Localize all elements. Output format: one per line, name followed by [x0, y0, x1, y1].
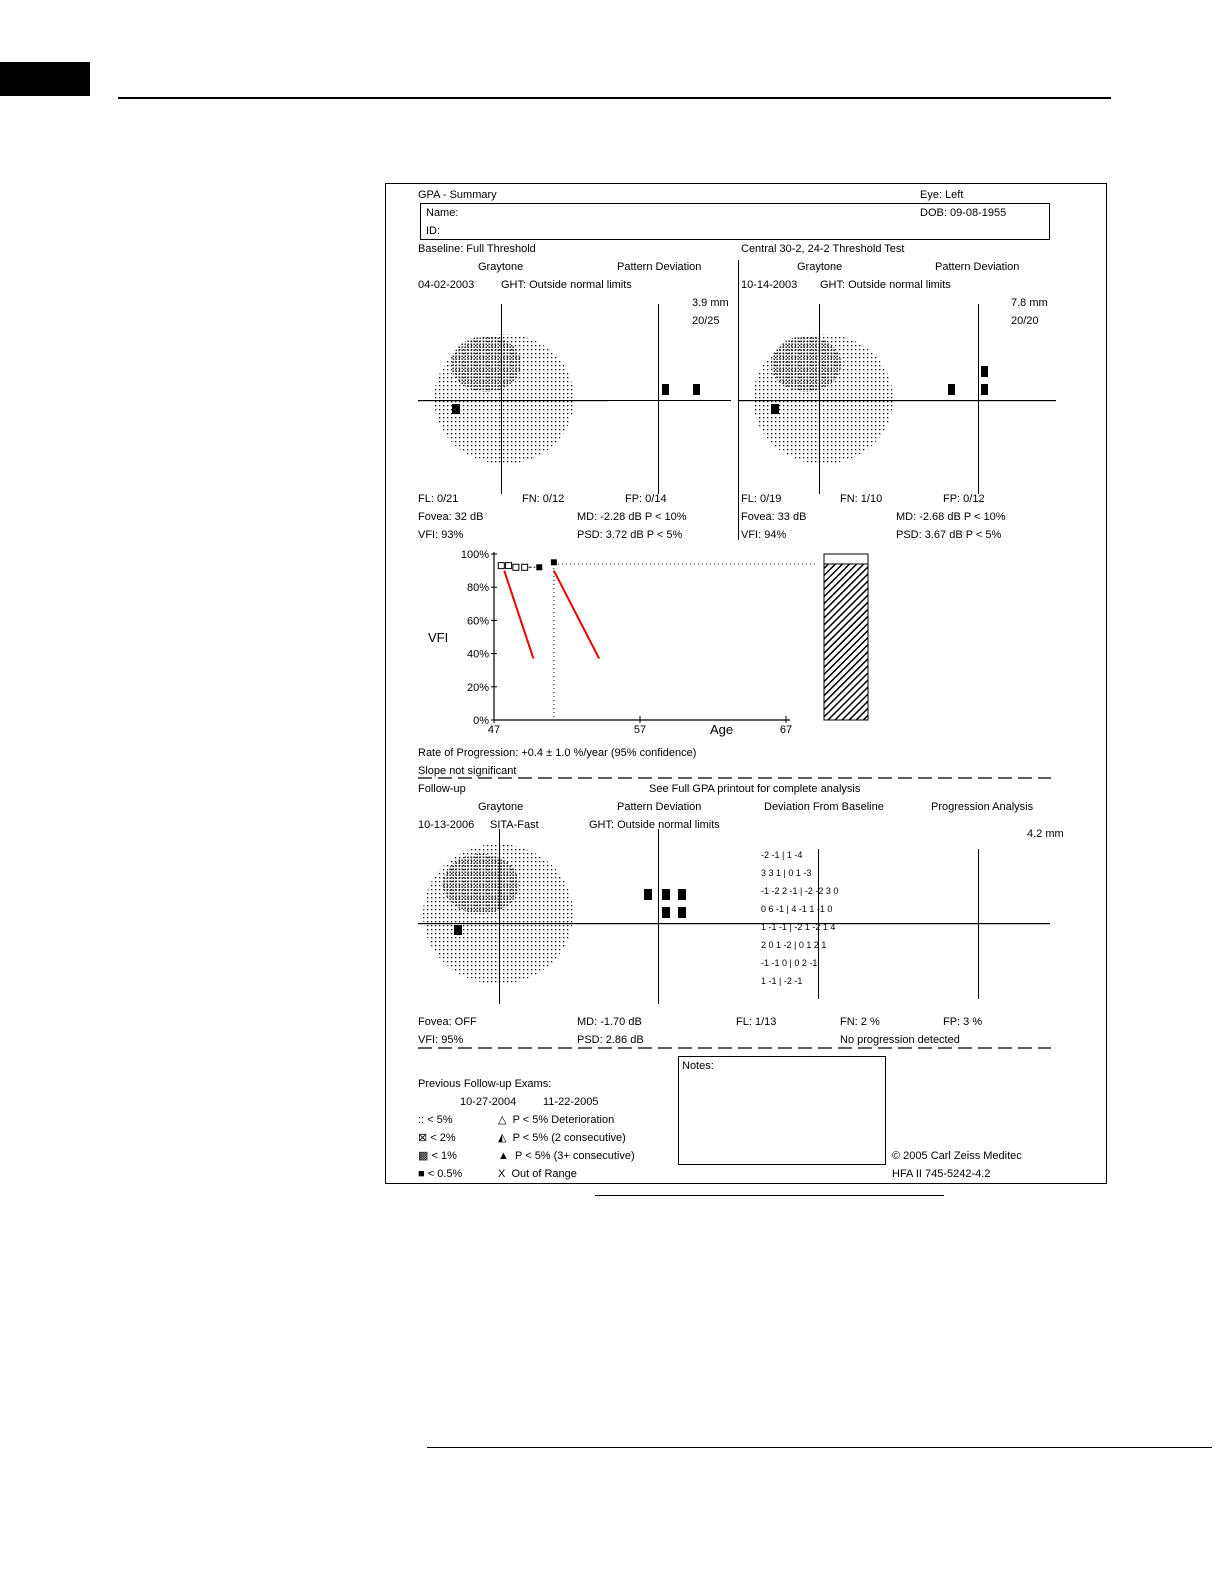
progression-analysis-header: Progression Analysis [931, 801, 1034, 813]
exam1-pupil: 3.9 mm [692, 297, 729, 309]
slope-note: Slope not significant [418, 765, 517, 777]
y-tick-label: 40% [466, 648, 489, 661]
followup-graytone-plot [418, 829, 1050, 1004]
deviation-row: 1 -1 -1 | -2 1 -2 1 4 [761, 922, 836, 932]
x-axis-label: Age [710, 722, 734, 737]
followup-md: MD: -1.70 dB [577, 1016, 642, 1028]
exam1-ght: GHT: Outside normal limits [501, 279, 632, 291]
deviation-row: 3 3 1 | 0 1 -3 [761, 868, 812, 878]
see-full-printout: See Full GPA printout for complete analysis [649, 783, 861, 795]
annotation-line [504, 571, 533, 659]
baseline-label: Baseline: Full Threshold [418, 243, 536, 255]
y-tick-label: 60% [466, 615, 489, 628]
followup-pattern-plot [644, 829, 686, 1004]
legend-item: ▩ < 1% [418, 1150, 457, 1162]
followup-fl: FL: 1/13 [736, 1016, 777, 1028]
exam2-ght: GHT: Outside normal limits [820, 279, 951, 291]
followup-pupil: 4.2 mm [1027, 828, 1064, 840]
x-tick-label: 47 [487, 724, 501, 736]
deviation-row: 2 0 1 -2 | 0 1 2 1 [761, 940, 827, 950]
followup-date: 10-13-2006 [418, 819, 475, 831]
footer-rule [427, 1447, 1212, 1448]
exam2-fn: FN: 1/10 [840, 493, 883, 505]
caption-rule [595, 1195, 944, 1196]
name-label: Name: [426, 207, 459, 219]
followup-label: Follow-up [418, 783, 466, 795]
exam1-graytone-header: Graytone [478, 261, 524, 273]
legend-item: ■ < 0.5% [418, 1168, 463, 1180]
legend2-item: ▲ P < 5% (3+ consecutive) [498, 1150, 635, 1162]
followup-ght: GHT: Outside normal limits [589, 819, 720, 831]
baseline-point [506, 563, 512, 569]
gpa-summary-report [385, 183, 1107, 1184]
exam1-psd: PSD: 3.72 dB P < 5% [577, 529, 683, 541]
exam1-date: 04-02-2003 [418, 279, 475, 291]
legend-item: ⊠ < 2% [418, 1132, 456, 1144]
x-tick-label: 57 [633, 724, 647, 736]
followup-progression-plot [978, 849, 979, 999]
eye-label: Eye: Left [920, 189, 964, 201]
header-rule [118, 97, 1111, 99]
exam1-fl: FL: 0/21 [418, 493, 459, 505]
exam1-fovea: Fovea: 32 dB [418, 511, 484, 523]
followup-vfi: VFI: 95% [418, 1034, 464, 1046]
deviation-baseline-header: Deviation From Baseline [764, 801, 884, 813]
exam2-vfi: VFI: 94% [741, 529, 787, 541]
y-tick-label: 20% [466, 681, 489, 694]
followup-strategy: SITA-Fast [490, 819, 539, 831]
followup-graytone-header: Graytone [478, 801, 524, 813]
exam1-pattern-header: Pattern Deviation [617, 261, 702, 273]
notes-label: Notes: [682, 1060, 714, 1072]
followup-fovea: Fovea: OFF [418, 1016, 477, 1028]
deviation-row: -1 -1 0 | 0 2 -1 [761, 958, 818, 968]
page-tab-marker [0, 62, 90, 96]
x-tick-label: 67 [779, 724, 793, 736]
exam1-acuity: 20/25 [692, 315, 720, 327]
legend2-item: ◭ P < 5% (2 consecutive) [498, 1132, 626, 1144]
deviation-row: -1 -2 2 -1 | -2 -2 3 0 [761, 886, 839, 896]
exam2-psd: PSD: 3.67 dB P < 5% [896, 529, 1002, 541]
exam2-graytone-header: Graytone [797, 261, 843, 273]
deviation-row: 0 6 -1 | 4 -1 1 -1 0 [761, 904, 833, 914]
annotation-line [554, 571, 599, 659]
exam2-pattern-plot [948, 304, 988, 494]
exam2-acuity: 20/20 [1011, 315, 1039, 327]
exam1-pattern-plot [596, 304, 731, 494]
legend-item: :: < 5% [418, 1114, 453, 1126]
y-tick-label: 100% [460, 549, 489, 561]
legend2-item: X Out of Range [498, 1168, 577, 1180]
vfi-bar [824, 564, 868, 720]
report-title: GPA - Summary [418, 189, 497, 201]
deviation-row: -2 -1 | 1 -4 [761, 850, 803, 860]
y-axis-label: VFI [428, 630, 449, 645]
followup-pattern-header: Pattern Deviation [617, 801, 702, 813]
exam1-fn: FN: 0/12 [522, 493, 565, 505]
model-number: HFA II 745-5242-4.2 [892, 1168, 991, 1180]
previous-date-1: 10-27-2004 [460, 1096, 517, 1108]
followup-point [536, 564, 542, 570]
exam1-fp: FP: 0/14 [625, 493, 667, 505]
followup-result: No progression detected [840, 1034, 960, 1046]
followup-fn: FN: 2 % [840, 1016, 880, 1028]
copyright: © 2005 Carl Zeiss Meditec [892, 1150, 1022, 1162]
previous-date-2: 11-22-2005 [543, 1096, 599, 1108]
test-label: Central 30-2, 24-2 Threshold Test [741, 243, 905, 255]
baseline-point [513, 564, 519, 570]
previous-label: Previous Follow-up Exams: [418, 1078, 552, 1090]
vfi-chart [416, 544, 886, 744]
followup-psd: PSD: 2.86 dB [577, 1034, 644, 1046]
deviation-row: 1 -1 | -2 -1 [761, 976, 803, 986]
exam2-graytone-plot [738, 260, 1056, 540]
exam2-pattern-header: Pattern Deviation [935, 261, 1020, 273]
exam2-fl: FL: 0/19 [741, 493, 782, 505]
exam1-graytone-plot [418, 304, 608, 494]
id-label: ID: [426, 225, 441, 237]
exam1-vfi: VFI: 93% [418, 529, 464, 541]
exam1-md: MD: -2.28 dB P < 10% [577, 511, 687, 523]
exam2-pupil: 7.8 mm [1011, 297, 1048, 309]
y-tick-label: 0% [473, 715, 489, 727]
followup-fp: FP: 3 % [943, 1016, 983, 1028]
rate-of-progression: Rate of Progression: +0.4 ± 1.0 %/year (95% confidence) [418, 747, 697, 759]
baseline-point [498, 563, 504, 569]
exam2-fovea: Fovea: 33 dB [741, 511, 807, 523]
exam2-date: 10-14-2003 [741, 279, 798, 291]
baseline-point [522, 564, 528, 570]
exam2-fp: FP: 0/12 [943, 493, 985, 505]
exam2-md: MD: -2.68 dB P < 10% [896, 511, 1006, 523]
dob-label: DOB: 09-08-1955 [920, 207, 1007, 219]
legend2-item: △ P < 5% Deterioration [498, 1114, 615, 1126]
y-tick-label: 80% [466, 582, 489, 595]
